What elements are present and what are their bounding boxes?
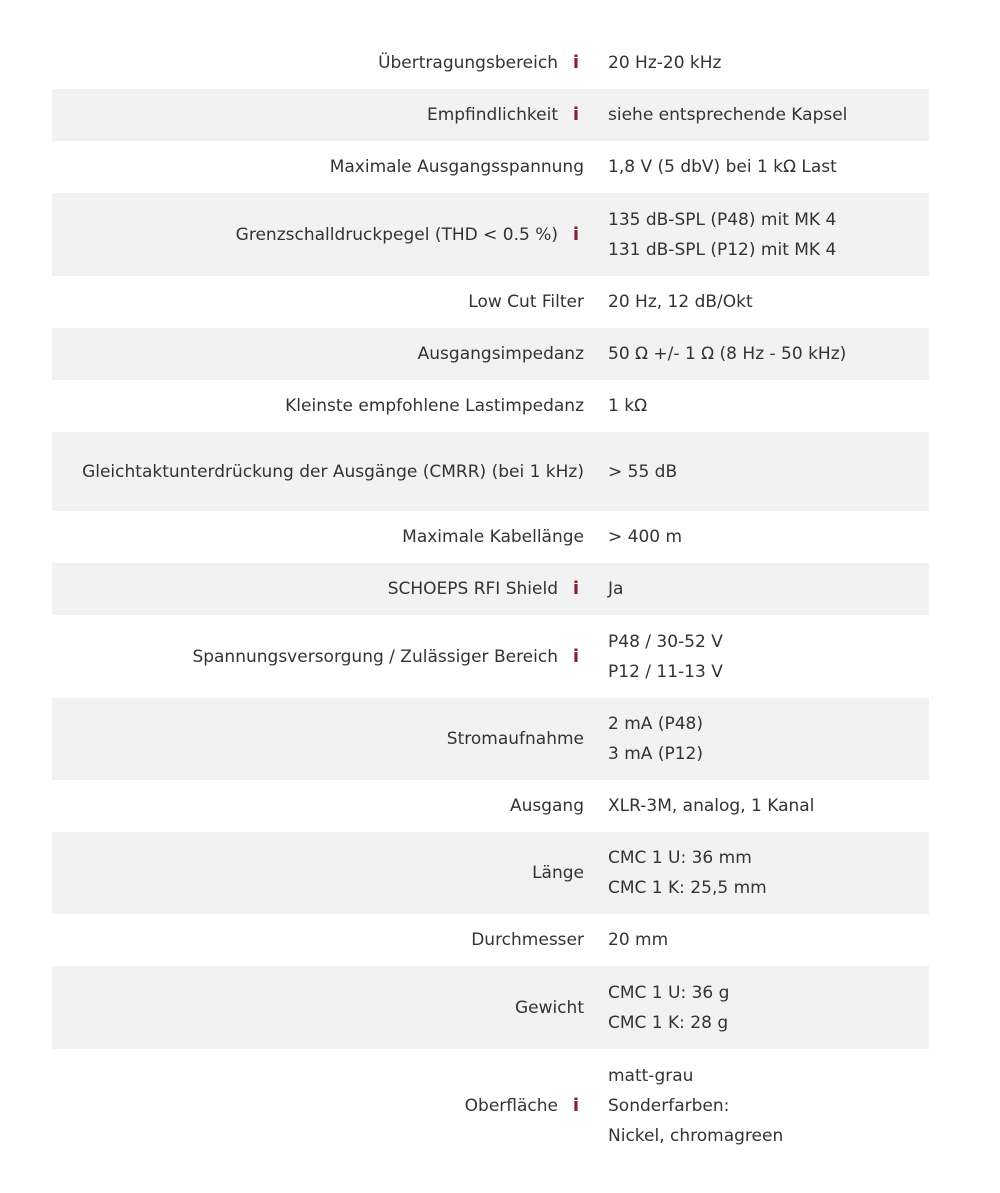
spec-label-cell [52,287,596,317]
spec-value: CMC 1 U: 36 mm [608,848,752,868]
spec-value-cell [596,339,929,369]
spec-value: 131 dB-SPL (P12) mit MK 4 [608,239,837,260]
spec-row [52,141,929,193]
spec-row [52,328,929,380]
spec-value-cell [596,287,929,317]
spec-value: 135 dB-SPL (P48) mit MK 4 [608,209,837,230]
spec-label: Kleinste empfohlene Lastimpedanz [285,396,584,416]
spec-label: Oberfläche [464,1096,558,1116]
spec-value-cell [596,709,929,769]
spec-value: P48 / 30-52 V [608,631,723,652]
spec-value-cell [596,574,929,604]
spec-label: Maximale Ausgangsspannung [329,157,584,177]
spec-label: Ausgang [509,796,584,816]
spec-label: Stromaufnahme [446,729,584,749]
spec-row [52,276,929,328]
spec-row [52,780,929,832]
spec-value-cell [596,152,929,182]
info-icon[interactable]: i [572,52,580,73]
spec-value: matt-grau [608,1066,694,1086]
spec-value: 3 mA (P12) [608,744,703,764]
spec-value: 20 Hz-20 kHz [608,53,722,73]
spec-row [52,511,929,563]
spec-row [52,832,929,914]
spec-value-cell [596,522,929,552]
info-icon[interactable]: i [572,104,580,125]
spec-value-cell [596,48,929,78]
spec-value-cell [596,391,929,421]
spec-value-cell [596,457,929,487]
spec-value: Sonderfarben: [608,1096,730,1116]
spec-row [52,966,929,1049]
spec-value: 50 Ω +/- 1 Ω (8 Hz - 50 kHz) [608,344,847,364]
spec-label: Maximale Kabellänge [402,527,584,547]
spec-value: siehe entsprechende Kapsel [608,105,848,125]
spec-row [52,37,929,89]
spec-value: CMC 1 K: 25,5 mm [608,878,767,898]
spec-label-cell [52,457,596,487]
spec-label-cell [52,522,596,552]
info-icon[interactable]: i [572,1095,580,1116]
spec-label: Gleichtaktunterdrückung der Ausgänge (CMRR) (bei 1 kHz) [82,461,584,482]
spec-label-cell [52,339,596,369]
spec-row [52,1049,929,1163]
spec-value: 20 mm [608,930,669,950]
spec-label-cell [52,220,596,250]
spec-row [52,698,929,780]
spec-label-cell [52,925,596,955]
spec-label-cell [52,858,596,888]
spec-label-cell [52,642,596,672]
spec-label: Durchmesser [471,930,584,950]
spec-row [52,89,929,141]
spec-label-cell [52,1091,596,1121]
spec-label: Länge [532,863,584,883]
spec-label-cell [52,724,596,754]
spec-label: Low Cut Filter [468,292,584,312]
spec-table [52,37,929,1163]
spec-row [52,193,929,276]
spec-label: Empfindlichkeit [426,105,558,125]
spec-value: 1 kΩ [608,396,648,416]
spec-label: Übertragungsbereich [378,53,558,73]
spec-value-cell [596,627,929,687]
spec-value: Nickel, chromagreen [608,1126,784,1146]
spec-value: CMC 1 U: 36 g [608,982,730,1003]
spec-value: CMC 1 K: 28 g [608,1012,729,1033]
info-icon[interactable]: i [572,223,580,245]
spec-value-cell [596,843,929,903]
spec-value: > 55 dB [608,461,678,482]
spec-label-cell [52,574,596,604]
spec-label: Grenzschalldruckpegel (THD < 0.5 %) [235,224,558,245]
spec-value-cell [596,978,929,1038]
info-icon[interactable]: i [572,645,580,667]
spec-label: Ausgangsimpedanz [417,344,584,364]
spec-row [52,432,929,511]
info-icon[interactable]: i [572,578,580,599]
spec-label-cell [52,152,596,182]
spec-row [52,380,929,432]
spec-label-cell [52,100,596,130]
spec-label-cell [52,993,596,1023]
spec-label: Gewicht [514,997,584,1018]
spec-value: Ja [608,579,624,599]
spec-value-cell [596,791,929,821]
spec-value: 20 Hz, 12 dB/Okt [608,292,753,312]
spec-row [52,615,929,698]
spec-row [52,914,929,966]
spec-label: Spannungsversorgung / Zulässiger Bereich [192,646,558,667]
spec-label-cell [52,48,596,78]
spec-value: P12 / 11-13 V [608,661,723,682]
spec-value-cell [596,1061,929,1151]
spec-label: SCHOEPS RFI Shield [387,579,558,599]
spec-label-cell [52,391,596,421]
spec-value-cell [596,205,929,265]
spec-value: > 400 m [608,527,683,547]
spec-label-cell [52,791,596,821]
spec-row [52,563,929,615]
spec-value-cell [596,100,929,130]
spec-value-cell [596,925,929,955]
spec-value: XLR-3M, analog, 1 Kanal [608,796,815,816]
spec-value: 1,8 V (5 dbV) bei 1 kΩ Last [608,157,837,177]
spec-value: 2 mA (P48) [608,714,703,734]
